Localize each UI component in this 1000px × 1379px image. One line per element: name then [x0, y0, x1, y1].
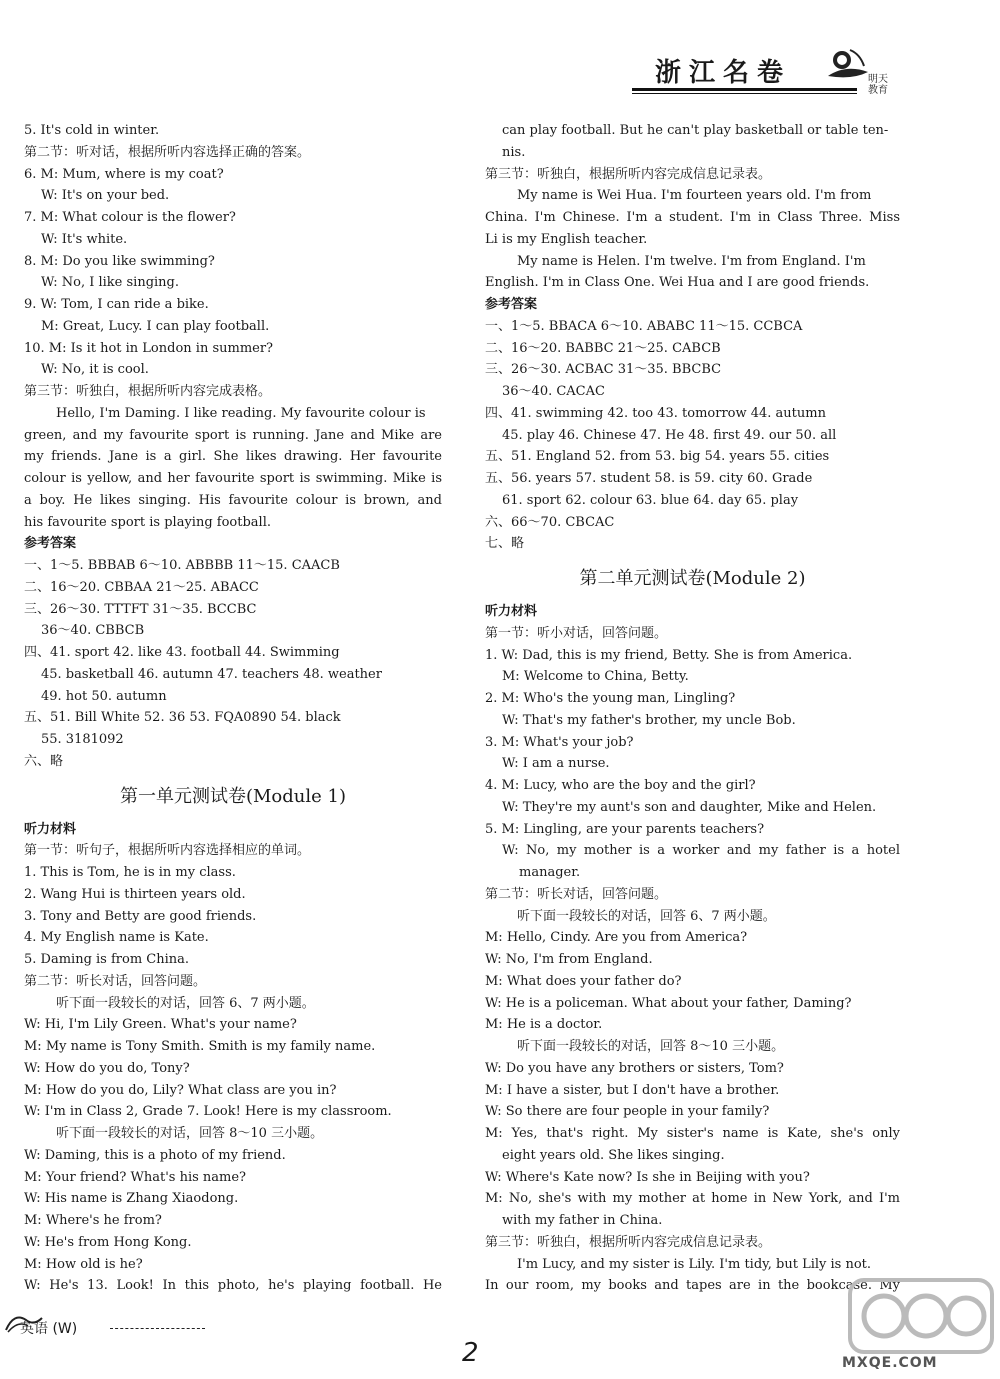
text-line: 45. play 46. Chinese 47. He 48. first 49. our 50. all	[502, 427, 837, 443]
text-line: 36～40. CACAC	[502, 384, 605, 399]
watermark-text: MXQE.COM	[842, 1355, 938, 1371]
text-line: 听下面一段较长的对话，回答 8～10 三小题。	[517, 1039, 785, 1054]
text-line: 10. M: Is it hot in London in summer?	[24, 340, 274, 356]
text-line: 二、16～20. BABBC 21～25. CABCB	[485, 340, 721, 356]
text-line: colour is yellow, and her favourite sport is swimming. Mike is	[24, 471, 442, 486]
text-line: 第三节：听独白，根据所听内容完成表格。	[24, 384, 272, 399]
text-line: 9. W: Tom, I can ride a bike.	[24, 297, 209, 312]
text-line: M: Yes, that's right. My sister's name is Kate, she's only	[485, 1126, 900, 1141]
text-line: can play football. But he can't play basketball or table ten-	[502, 123, 889, 138]
footer-label: 英语 (W)	[20, 1321, 78, 1337]
text-line: M: My name is Tony Smith. Smith is my family name.	[24, 1039, 376, 1054]
text-line: 3. M: What's your job?	[485, 734, 634, 750]
text-line: 四、41. sport 42. like 43. football 44. Swimming	[24, 645, 340, 660]
text-line: 五、51. Bill White 52. 36 53. FQA0890 54. black	[24, 710, 341, 726]
text-line: W: They're my aunt's son and daughter, Mike and Helen.	[502, 799, 877, 815]
text-line: 36～40. CBBCB	[41, 623, 145, 639]
text-line: eight years old. She likes singing.	[502, 1147, 725, 1163]
text-line: W: It's white.	[41, 231, 128, 247]
text-line: M: He is a doctor.	[485, 1017, 603, 1033]
text-line: W: That's my father's brother, my uncle Bob.	[502, 712, 796, 728]
logo-text: 明天教育	[868, 74, 888, 96]
subsection-heading: 参考答案	[485, 297, 538, 312]
text-line: 第二节：听对话，根据所听内容选择正确的答案。	[24, 144, 311, 160]
text-line: 六、略	[24, 753, 64, 769]
subsection-heading: 听力材料	[485, 604, 538, 619]
header-rule	[632, 88, 857, 91]
subsection-heading: 参考答案	[24, 536, 77, 552]
text-line: English. I'm in Class One. Wei Hua and I are good friends.	[485, 275, 870, 291]
text-line: 5. M: Lingling, are your parents teachers?	[485, 821, 765, 837]
text-line: 三、26～30. ACBAC 31～35. BBCBC	[485, 362, 722, 378]
text-line: 55. 3181092	[41, 732, 124, 747]
header-title: 浙江名卷	[655, 58, 792, 88]
text-line: 1. This is Tom, he is in my class.	[24, 865, 236, 880]
text-line: My name is Helen. I'm twelve. I'm from England. I'm	[517, 253, 866, 269]
text-line: 第二节：听长对话，回答问题。	[24, 973, 207, 989]
text-line: My name is Wei Hua. I'm fourteen years old. I'm from	[517, 188, 872, 204]
text-line: 6. M: Mum, where is my coat?	[24, 166, 224, 182]
text-line: M: I have a sister, but I don't have a brother.	[485, 1082, 780, 1098]
text-line: In our room, my books and tapes are in the bookcase. My	[485, 1278, 900, 1294]
left-column	[24, 120, 442, 1297]
text-line: 七、略	[485, 536, 525, 552]
text-line: with my father in China.	[502, 1213, 663, 1228]
text-line: 2. Wang Hui is thirteen years old.	[24, 886, 246, 902]
header-rule-thin	[632, 93, 857, 94]
text-line: 四、41. swimming 42. too 43. tomorrow 44. autumn	[485, 405, 826, 421]
text-line: 一、1～5. BBACA 6～10. ABABC 11～15. CCBCA	[485, 318, 803, 334]
text-line: 三、26～30. TTTFT 31～35. BCCBC	[24, 601, 257, 617]
text-line: 第三节：听独白，根据所听内容完成信息记录表。	[485, 1234, 772, 1250]
text-line: 听下面一段较长的对话，回答 6、7 两小题。	[56, 995, 315, 1011]
text-line: W: Hi, I'm Lily Green. What's your name?	[24, 1017, 297, 1033]
text-line: 7. M: What colour is the flower?	[24, 210, 236, 225]
text-line: manager.	[519, 865, 581, 880]
text-line: W: No, my mother is a worker and my father is a hotel	[502, 843, 900, 859]
text-line: China. I'm Chinese. I'm a student. I'm in Class Three. Miss	[485, 210, 900, 225]
text-line: W: Do you have any brothers or sisters, Tom?	[485, 1060, 784, 1076]
text-line: M: Where's he from?	[24, 1213, 162, 1228]
text-line: 五、56. years 57. student 58. is 59. city 60. Grade	[485, 471, 813, 486]
text-line: 4. My English name is Kate.	[24, 930, 209, 946]
text-line: Li is my English teacher.	[485, 231, 648, 247]
text-line: green, and my favourite sport is running. Jane and Mike are	[24, 427, 442, 443]
footer-dashes	[110, 1328, 205, 1329]
text-line: 2. M: Who's the young man, Lingling?	[485, 691, 736, 706]
text-line: W: I'm in Class 2, Grade 7. Look! Here is my classroom.	[24, 1104, 392, 1120]
text-line: 61. sport 62. colour 63. blue 64. day 65. play	[502, 492, 799, 508]
text-line: W: He is a policeman. What about your father, Daming?	[485, 995, 852, 1011]
text-line: M: Your friend? What's his name?	[24, 1169, 247, 1185]
text-line: 4. M: Lucy, who are the boy and the girl?	[485, 778, 756, 793]
text-line: M: No, she's with my mother at home in New York, and I'm	[485, 1191, 900, 1207]
text-line: 第一节：听句子，根据所听内容选择相应的单词。	[24, 843, 311, 859]
text-line: W: It's on your bed.	[41, 188, 170, 204]
text-line: M: Welcome to China, Betty.	[502, 669, 689, 685]
text-line: 一、1～5. BBBAB 6～10. ABBBB 11～15. CAACB	[24, 558, 340, 573]
text-line: I'm Lucy, and my sister is Lily. I'm tidy, but Lily is not.	[517, 1256, 872, 1272]
text-line: M: Hello, Cindy. Are you from America?	[485, 930, 748, 946]
text-line: 5. It's cold in winter.	[24, 123, 160, 138]
page-number: 2	[462, 1338, 479, 1368]
text-line: 第三节：听独白，根据所听内容完成信息记录表。	[485, 166, 772, 182]
text-line: 六、66～70. CBCAC	[485, 514, 615, 530]
section-title: 第二单元测试卷(Module 2)	[579, 568, 806, 589]
text-line: my friends. Jane is a girl. She likes drawing. Her favourite	[24, 449, 442, 465]
text-line: W: Where's Kate now? Is she in Beijing with you?	[485, 1169, 810, 1185]
text-line: 第二节：听长对话，回答问题。	[485, 886, 668, 902]
text-line: W: His name is Zhang Xiaodong.	[24, 1191, 239, 1207]
text-line: W: No, it is cool.	[41, 362, 149, 378]
subsection-heading: 听力材料	[24, 821, 77, 837]
text-line: 五、51. England 52. from 53. big 54. years 55. cities	[485, 449, 830, 465]
text-line: M: How old is he?	[24, 1256, 143, 1272]
text-line: M: How do you do, Lily? What class are you in?	[24, 1082, 337, 1098]
right-column	[485, 120, 900, 1297]
text-line: W: Daming, this is a photo of my friend.	[24, 1147, 286, 1163]
text-line: a boy. He likes singing. His favourite colour is brown, and	[24, 492, 442, 508]
text-line: M: Great, Lucy. I can play football.	[41, 318, 270, 334]
text-line: his favourite sport is playing football.	[24, 514, 271, 530]
text-line: W: He's 13. Look! In this photo, he's playing football. He	[24, 1278, 442, 1294]
section-title: 第一单元测试卷(Module 1)	[119, 785, 346, 807]
text-line: W: How do you do, Tony?	[24, 1060, 190, 1076]
text-line: 听下面一段较长的对话，回答 6、7 两小题。	[517, 908, 776, 924]
text-line: W: I am a nurse.	[502, 756, 610, 772]
text-line: W: So there are four people in your family?	[485, 1104, 770, 1120]
text-line: 第一节：听小对话，回答问题。	[485, 625, 668, 641]
text-line: M: What does your father do?	[485, 973, 682, 989]
text-line: W: No, I'm from England.	[485, 952, 653, 967]
text-line: nis.	[502, 144, 526, 160]
logo-icon	[826, 46, 870, 86]
text-line: 听下面一段较长的对话，回答 8～10 三小题。	[56, 1126, 324, 1141]
text-line: W: He's from Hong Kong.	[24, 1234, 192, 1250]
text-line: 45. basketball 46. autumn 47. teachers 48. weather	[41, 666, 382, 682]
text-line: 8. M: Do you like swimming?	[24, 253, 215, 269]
text-line: 1. W: Dad, this is my friend, Betty. She is from America.	[485, 647, 853, 663]
text-line: 49. hot 50. autumn	[41, 688, 167, 704]
text-line: Hello, I'm Daming. I like reading. My favourite colour is	[56, 405, 426, 421]
text-line: W: No, I like singing.	[41, 275, 180, 291]
text-line: 二、16～20. CBBAA 21～25. ABACC	[24, 579, 259, 595]
text-line: 5. Daming is from China.	[24, 952, 190, 967]
text-line: 3. Tony and Betty are good friends.	[24, 908, 257, 924]
